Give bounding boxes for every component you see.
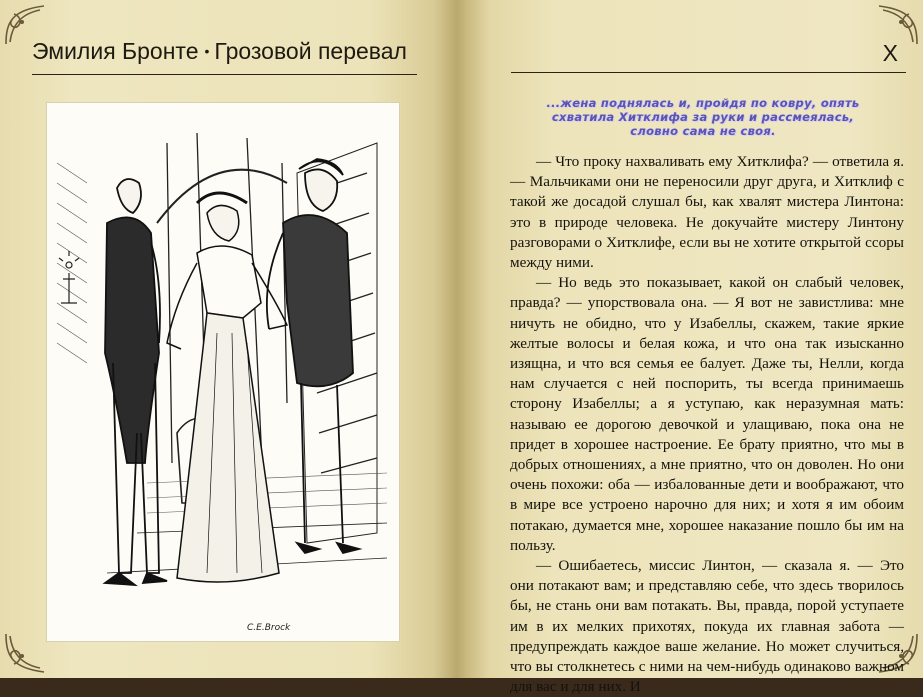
title-separator: • xyxy=(204,43,210,59)
illustration-signature: C.E.Brock xyxy=(247,623,291,633)
left-page xyxy=(0,0,460,678)
paragraph: — Но ведь это показывает, какой он слабый человек, правда? — упорствовала она. — Я вот не завистлива: мне ничуть не обидно, что у Изабеллы, скажем, такие яркие желтые волосы и белая кожа, и что она так изысканно изящна, и что вся семья ее балует. Даже ты, Нелли, когда нам случается с ней поспорить, ты всегда принимаешь сторону Изабеллы; а я уступаю, как неразумная мать: называю ее дорогою девочкой и улащиваю, пока она не придет в хорошее настроение. Ее брату приятно, что мы в добрых отношениях, а мне приятно, что он доволен. Но они очень похожи: оба — избалованные дети и воображают, что в мире все устроено нарочно для них; и хотя я им обоим потакаю, думается мне, хорошее наказание пошло бы им на пользу. xyxy=(510,274,904,554)
paragraph: — Что проку нахваливать ему Хитклифа? — ответила я. — Мальчиками они не переносили друг друга, и Хитклиф с такой же досадой слушал бы, как хвалят мистера Линтона: это в природе человека. Не докучайте мистеру Линтону разговорами о Хитклифе, если вы не хотите открытой ссоры между ними. xyxy=(510,153,904,272)
running-head xyxy=(32,38,417,75)
book-title: Грозовой перевал xyxy=(214,38,407,64)
chapter-header xyxy=(511,38,906,73)
illustration-caption: ...жена поднялась и, пройдя по ковру, опять схватила Хитклифа за руки и рассмеялась, словно сама не своя. xyxy=(546,96,860,138)
engraving-illustration xyxy=(46,102,400,642)
paragraph: — Ошибаетесь, миссис Линтон, — сказала я. — Это они потакают вам; и представляю себе, что здесь творилось бы, не стань они вам потакать. Вы, правда, порой уступаете им в их мелких прихотях, покуда их главная забота — предупреждать каждое ваше желание. Но может случиться, что вы столкнетесь с ними на чем-нибудь одинаково важном для вас и для них. И xyxy=(510,557,904,696)
author-name: Эмилия Бронте xyxy=(32,38,199,64)
ornament-bottom-left-icon xyxy=(2,630,48,676)
right-page xyxy=(463,0,923,696)
chapter-numeral: X xyxy=(882,40,898,66)
body-text xyxy=(510,152,904,697)
